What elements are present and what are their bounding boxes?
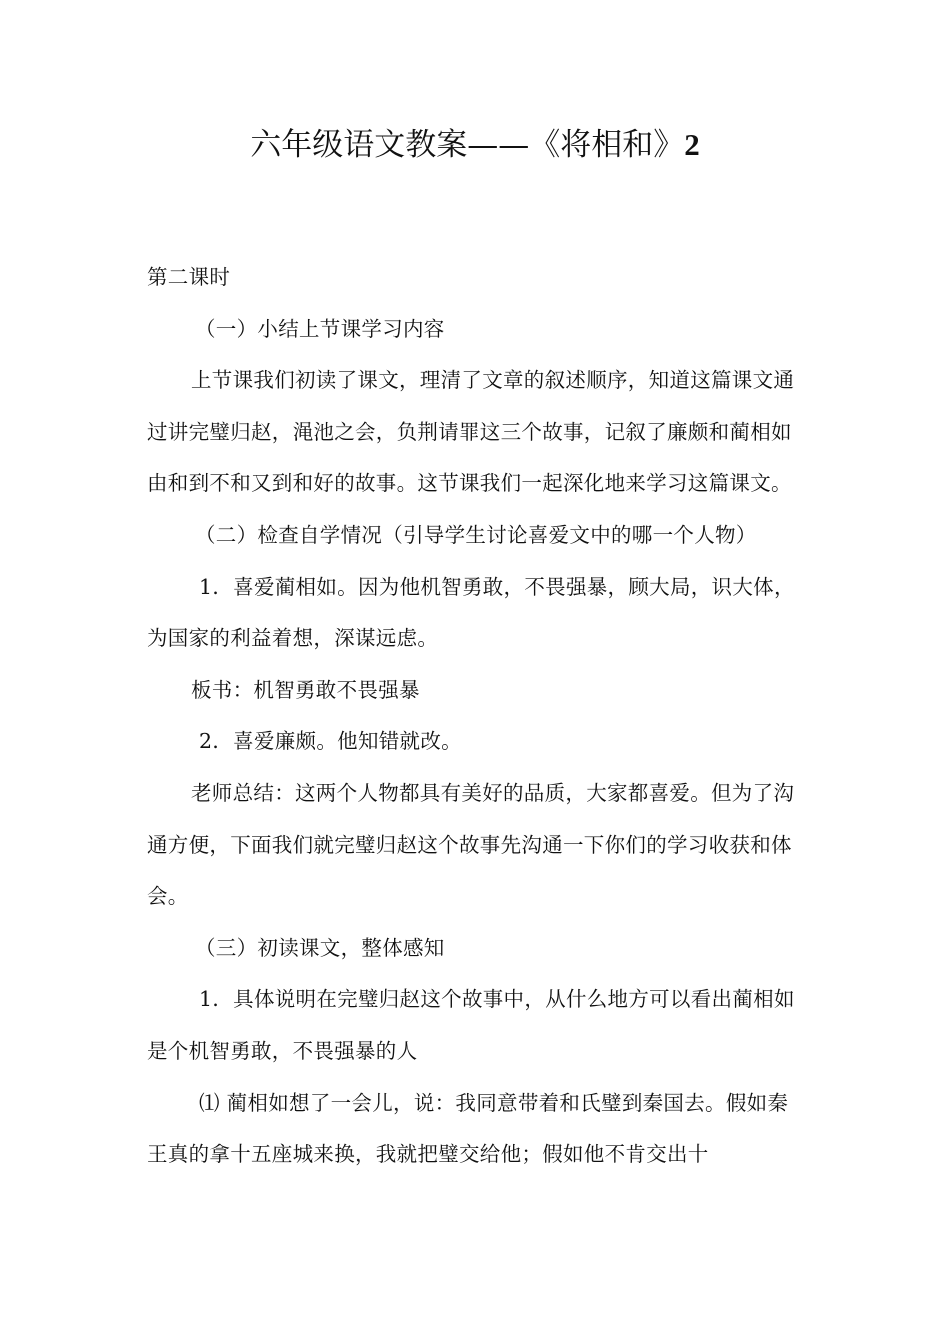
list-item-2: 2．喜爱廉颇。他知错就改。 [199, 729, 462, 754]
paragraph-summary: 上节课我们初读了课文，理清了文章的叙述顺序，知道这篇课文通过讲完璧归赵，渑池之会，负荆请罪这三个故事，记叙了廉颇和蔺相如由和到不和又到和好的故事。这节课我们一起深化地来学习这篇课文。 [147, 368, 795, 496]
document-title [0, 122, 950, 168]
lesson-period-heading: 第二课时 [147, 265, 231, 289]
question-item-1: 1．具体说明在完璧归赵这个故事中，从什么地方可以看出蔺相如是个机智勇敢，不畏强暴的人 [147, 987, 795, 1063]
sub-item-1: ⑴ 蔺相如想了一会儿，说：我同意带着和氏璧到秦国去。假如秦王真的拿十五座城来换，我就把璧交给他；假如他不肯交出十 [147, 1090, 789, 1167]
document-body [147, 252, 807, 1181]
list-item-1: 1．喜爱蔺相如。因为他机智勇敢，不畏强暴，顾大局，识大体，为国家的利益着想，深谋远虑。 [147, 574, 795, 651]
section-heading-2: （二）检查自学情况（引导学生讨论喜爱文中的哪一个人物） [195, 522, 757, 547]
teacher-summary: 老师总结：这两个人物都具有美好的品质，大家都喜爱。但为了沟通方便，下面我们就完璧归赵这个故事先沟通一下你们的学习收获和体会。 [147, 780, 795, 909]
title-main: 六年级语文教案——《将相和》 [250, 127, 685, 163]
title-number: 2 [684, 127, 700, 162]
section-heading-3: （三）初读课文，整体感知 [195, 935, 445, 960]
board-note: 板书：机智勇敢不畏强暴 [191, 677, 420, 702]
section-heading-1: （一）小结上节课学习内容 [195, 316, 445, 341]
